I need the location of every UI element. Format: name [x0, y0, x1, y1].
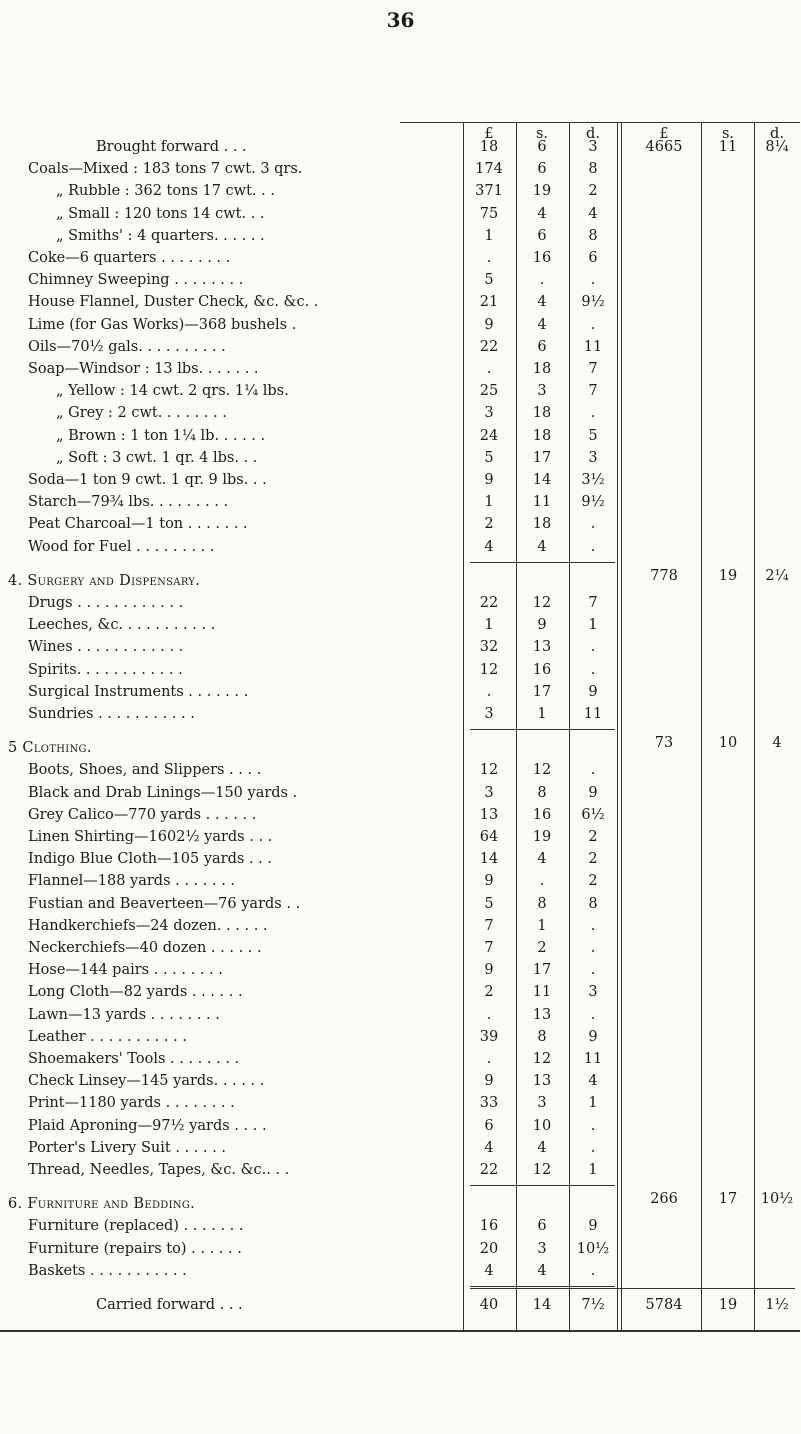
- pence-cell: 3: [588, 449, 598, 466]
- pounds-cell: 2: [484, 984, 494, 1001]
- row-description: Hose—144 pairs . . . . . . . .: [28, 962, 223, 979]
- shillings-cell: 17: [532, 683, 552, 700]
- shillings-cell: 4: [537, 294, 547, 311]
- pence-cell: 7½: [581, 1297, 605, 1313]
- subtotal-pence-cell: 2¼: [765, 567, 789, 584]
- pounds-cell: 3: [484, 405, 494, 422]
- pence-cell: 5: [588, 427, 598, 444]
- pence-cell: .: [590, 272, 596, 289]
- pence-cell: .: [590, 1139, 596, 1156]
- ledger-row: [0, 536, 801, 558]
- row-description: Oils—70½ gals. . . . . . . . . .: [28, 338, 226, 355]
- pence-cell: .: [590, 405, 596, 422]
- pounds-cell: 33: [479, 1095, 499, 1112]
- pounds-cell: 5: [484, 449, 494, 466]
- row-description: Coke—6 quarters . . . . . . . .: [28, 250, 231, 266]
- pence-cell: 10½: [576, 1240, 610, 1257]
- pence-cell: .: [590, 1117, 596, 1134]
- pence-cell: .: [590, 940, 596, 956]
- row-description: „ Smiths' : 4 quarters. . . . . .: [56, 227, 265, 244]
- ledger-row: [0, 291, 801, 313]
- row-description: Leeches, &c. . . . . . . . . . .: [28, 617, 216, 634]
- shillings-cell: 6: [537, 161, 547, 178]
- pounds-cell: .: [486, 250, 492, 266]
- pence-cell: .: [590, 1262, 596, 1279]
- row-description: Lime (for Gas Works)—368 bushels .: [28, 316, 297, 333]
- ledger-row: [0, 203, 801, 225]
- pounds-cell: 22: [479, 1162, 499, 1178]
- pounds-cell: 9: [484, 472, 494, 488]
- shillings-cell: 16: [532, 806, 552, 823]
- shillings-cell: 12: [532, 1162, 552, 1178]
- pence-cell: .: [590, 516, 596, 533]
- shillings-cell: 8: [537, 1028, 547, 1045]
- pence-cell: 7: [588, 361, 598, 377]
- row-description: Grey Calico—770 yards . . . . . .: [28, 806, 257, 823]
- pounds-cell: 4: [484, 1262, 494, 1279]
- shillings-cell: 6: [537, 1218, 547, 1235]
- shillings-cell: 4: [537, 538, 547, 555]
- row-description: Chimney Sweeping . . . . . . . .: [28, 272, 244, 289]
- row-description: Flannel—188 yards . . . . . . .: [28, 873, 236, 890]
- pounds-cell: 12: [479, 661, 499, 678]
- ledger-row: [0, 1294, 801, 1316]
- ledger-row: [0, 1048, 801, 1070]
- pounds-header-total: £: [659, 126, 669, 142]
- ledger-row: [0, 513, 801, 535]
- pounds-cell: 1: [484, 227, 494, 244]
- shillings-cell: 18: [532, 361, 552, 377]
- subtotal-shillings-cell: 17: [718, 1191, 738, 1208]
- shillings-cell: 13: [532, 1073, 552, 1090]
- ledger-row: [0, 636, 801, 658]
- shillings-cell: 6: [537, 338, 547, 355]
- pence-cell: 2: [588, 183, 598, 200]
- ledger-table: [0, 116, 801, 1316]
- pounds-cell: 24: [479, 427, 499, 444]
- subtotal-pounds-cell: 266: [650, 1191, 678, 1208]
- row-description: Carried forward . . .: [96, 1297, 243, 1313]
- row-description: Neckerchiefs—40 dozen . . . . . .: [28, 940, 262, 956]
- ledger-row: [0, 1215, 801, 1237]
- pounds-cell: .: [486, 361, 492, 377]
- shillings-cell: 8: [537, 895, 547, 912]
- ledger-row: [0, 158, 801, 180]
- pounds-cell: 174: [475, 161, 503, 178]
- row-description: Wines . . . . . . . . . . . .: [28, 639, 184, 656]
- row-description: Spirits. . . . . . . . . . . .: [28, 661, 183, 678]
- pence-cell: 3: [588, 139, 598, 155]
- pounds-cell: .: [486, 1051, 492, 1067]
- pence-cell: 4: [588, 205, 598, 222]
- shillings-cell: 18: [532, 405, 552, 422]
- pence-cell: 1: [588, 617, 598, 634]
- subtotal-pounds-cell: 778: [650, 567, 678, 584]
- ledger-row: [0, 1092, 801, 1114]
- pence-cell: 9: [588, 683, 598, 700]
- pence-cell: 9½: [581, 294, 605, 311]
- pence-cell: .: [590, 762, 596, 779]
- ledger-row: [0, 1238, 801, 1260]
- row-description: Porter's Livery Suit . . . . . .: [28, 1139, 227, 1156]
- pounds-cell: 40: [479, 1297, 499, 1313]
- pounds-cell: 64: [479, 829, 499, 845]
- ledger-row: [0, 826, 801, 848]
- ledger-row: [0, 136, 801, 158]
- ledger-row: [0, 380, 801, 402]
- pounds-cell: 7: [484, 917, 494, 934]
- shillings-cell: 12: [532, 1051, 552, 1067]
- row-description: „ Grey : 2 cwt. . . . . . . .: [56, 405, 227, 422]
- pounds-cell: 9: [484, 316, 494, 333]
- shillings-cell: 14: [532, 1297, 552, 1313]
- pounds-cell: 75: [479, 205, 499, 222]
- pence-cell: 2: [588, 851, 598, 868]
- row-description: Fustian and Beaverteen—76 yards . .: [28, 895, 301, 912]
- pence-cell: 6½: [581, 806, 605, 823]
- shillings-cell: .: [539, 873, 545, 890]
- subtotal-pence-cell: 10½: [760, 1191, 794, 1208]
- ledger-row: [0, 447, 801, 469]
- page-number: 36: [386, 8, 415, 32]
- ledger-row: [0, 269, 801, 291]
- ledger-row: [0, 915, 801, 937]
- pence-cell: .: [590, 316, 596, 333]
- ledger-row: [0, 1159, 801, 1181]
- row-description: Leather . . . . . . . . . . .: [28, 1028, 187, 1045]
- shillings-cell: 11: [532, 984, 552, 1001]
- pence-cell: 3: [588, 984, 598, 1001]
- shillings-cell: 1: [537, 917, 547, 934]
- pence-cell: 8: [588, 227, 598, 244]
- ledger-row: [0, 937, 801, 959]
- pence-cell: 2: [588, 829, 598, 845]
- ledger-row: [0, 703, 801, 725]
- shillings-cell: 3: [537, 1095, 547, 1112]
- pence-cell: .: [590, 661, 596, 678]
- total-pence-cell: 1½: [765, 1297, 789, 1313]
- shillings-cell: 14: [532, 472, 552, 488]
- ledger-row: [0, 592, 801, 614]
- section-heading-label: 6. Furniture and Bedding.: [8, 1196, 196, 1213]
- ledger-row: [0, 1137, 801, 1159]
- row-description: House Flannel, Duster Check, &c. &c. .: [28, 294, 319, 311]
- pence-cell: 6: [588, 250, 598, 266]
- row-description: Print—1180 yards . . . . . . . .: [28, 1095, 235, 1112]
- subtotal-shillings-cell: 19: [718, 567, 738, 584]
- total-pence-cell: 8¼: [765, 139, 789, 155]
- row-description: Surgical Instruments . . . . . . .: [28, 683, 249, 700]
- ledger-row: [0, 804, 801, 826]
- pounds-cell: .: [486, 1006, 492, 1023]
- subtotal-rule: [470, 729, 615, 730]
- ledger-row: [0, 358, 801, 380]
- shillings-cell: 10: [532, 1117, 552, 1134]
- shillings-cell: 17: [532, 962, 552, 979]
- shillings-cell: 18: [532, 516, 552, 533]
- section-heading: [0, 1193, 801, 1215]
- pounds-cell: 3: [484, 706, 494, 722]
- shillings-cell: 4: [537, 851, 547, 868]
- ledger-row: [0, 425, 801, 447]
- shillings-cell: 12: [532, 595, 552, 611]
- pounds-cell: 32: [479, 639, 499, 656]
- shillings-cell: 3: [537, 1240, 547, 1257]
- pence-cell: 11: [583, 338, 603, 355]
- row-description: Baskets . . . . . . . . . . .: [28, 1262, 187, 1279]
- pence-cell: .: [590, 917, 596, 934]
- pence-cell: 9: [588, 1218, 598, 1235]
- row-description: Lawn—13 yards . . . . . . . .: [28, 1006, 220, 1023]
- ledger-row: [0, 314, 801, 336]
- pounds-cell: 5: [484, 895, 494, 912]
- pounds-cell: 3: [484, 784, 494, 801]
- pounds-cell: 1: [484, 494, 494, 511]
- pounds-cell: 21: [479, 294, 499, 311]
- pence-cell: 7: [588, 383, 598, 400]
- pounds-cell: 371: [475, 183, 503, 200]
- carried-forward-rule: [470, 1288, 795, 1289]
- ledger-row: [0, 1070, 801, 1092]
- pence-cell: 2: [588, 873, 598, 890]
- subtotal-rule: [470, 1286, 615, 1287]
- subtotal-pounds-cell: 73: [654, 735, 674, 752]
- row-description: „ Brown : 1 ton 1¼ lb. . . . . .: [56, 427, 266, 444]
- section-heading-label: 4. Surgery and Dispensary.: [8, 572, 201, 589]
- ledger-row: [0, 1115, 801, 1137]
- ledger-row: [0, 402, 801, 424]
- subtotal-rule: [470, 562, 615, 563]
- row-description: Check Linsey—145 yards. . . . . .: [28, 1073, 265, 1090]
- shillings-cell: 17: [532, 449, 552, 466]
- bottom-rule: [0, 1330, 800, 1332]
- shillings-cell: 9: [537, 617, 547, 634]
- row-description: Thread, Needles, Tapes, &c. &c.. . .: [28, 1162, 290, 1178]
- row-description: Peat Charcoal—1 ton . . . . . . .: [28, 516, 248, 533]
- pounds-cell: 22: [479, 595, 499, 611]
- row-description: Furniture (replaced) . . . . . . .: [28, 1218, 244, 1235]
- shillings-cell: 13: [532, 639, 552, 656]
- ledger-row: [0, 681, 801, 703]
- row-description: Boots, Shoes, and Slippers . . . .: [28, 762, 262, 779]
- pounds-cell: 16: [479, 1218, 499, 1235]
- total-shillings-cell: 11: [718, 139, 738, 155]
- ledger-row: [0, 247, 801, 269]
- row-description: Coals—Mixed : 183 tons 7 cwt. 3 qrs.: [28, 161, 303, 178]
- pounds-cell: 14: [479, 851, 499, 868]
- pence-cell: 9: [588, 1028, 598, 1045]
- ledger-row: [0, 491, 801, 513]
- ledger-row: [0, 614, 801, 636]
- shillings-cell: 16: [532, 661, 552, 678]
- pence-cell: 8: [588, 161, 598, 178]
- shillings-cell: 19: [532, 829, 552, 845]
- shillings-cell: 8: [537, 784, 547, 801]
- pence-header-total: d.: [770, 126, 784, 142]
- shillings-cell: 12: [532, 762, 552, 779]
- row-description: Starch—79¾ lbs. . . . . . . . .: [28, 494, 229, 511]
- pounds-cell: 9: [484, 962, 494, 979]
- pounds-cell: 2: [484, 516, 494, 533]
- shillings-cell: 6: [537, 227, 547, 244]
- ledger-row: [0, 1260, 801, 1282]
- subtotal-pence-cell: 4: [772, 735, 782, 752]
- shillings-cell: 4: [537, 1139, 547, 1156]
- row-description: „ Rubble : 362 tons 17 cwt. . .: [56, 183, 275, 200]
- row-description: Black and Drab Linings—150 yards .: [28, 784, 298, 801]
- shillings-cell: 13: [532, 1006, 552, 1023]
- section-heading: [0, 570, 801, 592]
- row-description: Indigo Blue Cloth—105 yards . . .: [28, 851, 272, 868]
- pence-cell: 11: [583, 706, 603, 722]
- pence-cell: 9: [588, 784, 598, 801]
- row-description: Furniture (repairs to) . . . . . .: [28, 1240, 242, 1257]
- ledger-row: [0, 759, 801, 781]
- pence-cell: 9½: [581, 494, 605, 511]
- ledger-row: [0, 848, 801, 870]
- shillings-cell: 11: [532, 494, 552, 511]
- shillings-header-total: s.: [721, 126, 735, 142]
- shillings-cell: 18: [532, 427, 552, 444]
- pounds-cell: 25: [479, 383, 499, 400]
- pounds-cell: 39: [479, 1028, 499, 1045]
- ledger-row: [0, 981, 801, 1003]
- row-description: Soap—Windsor : 13 lbs. . . . . . .: [28, 361, 259, 377]
- ledger-row: [0, 180, 801, 202]
- pence-cell: 3½: [581, 472, 605, 488]
- pounds-cell: .: [486, 683, 492, 700]
- pounds-header-detail: £: [484, 126, 494, 142]
- ledger-row: [0, 959, 801, 981]
- pounds-cell: 18: [479, 139, 499, 155]
- pence-cell: .: [590, 639, 596, 656]
- ledger-row: [0, 336, 801, 358]
- pounds-cell: 1: [484, 617, 494, 634]
- shillings-cell: 19: [532, 183, 552, 200]
- pounds-cell: 6: [484, 1117, 494, 1134]
- subtotal-shillings-cell: 10: [718, 735, 738, 752]
- row-description: Long Cloth—82 yards . . . . . .: [28, 984, 243, 1001]
- shillings-cell: .: [539, 272, 545, 289]
- pence-cell: .: [590, 962, 596, 979]
- row-description: Plaid Aproning—97½ yards . . . .: [28, 1117, 267, 1134]
- row-description: Handkerchiefs—24 dozen. . . . . .: [28, 917, 268, 934]
- total-pounds-cell: 4665: [645, 139, 683, 155]
- ledger-row: [0, 870, 801, 892]
- pounds-cell: 12: [479, 762, 499, 779]
- subtotal-rule: [470, 1185, 615, 1186]
- shillings-cell: 4: [537, 1262, 547, 1279]
- section-heading-label: 5 Clothing.: [8, 740, 92, 757]
- section-heading: [0, 737, 801, 759]
- pence-cell: 7: [588, 595, 598, 611]
- pounds-cell: 22: [479, 338, 499, 355]
- ledger-row: [0, 1026, 801, 1048]
- shillings-cell: 2: [537, 940, 547, 956]
- pounds-cell: 9: [484, 873, 494, 890]
- ledger-row: [0, 225, 801, 247]
- row-description: „ Small : 120 tons 14 cwt. . .: [56, 205, 265, 222]
- pence-cell: .: [590, 538, 596, 555]
- pence-cell: 1: [588, 1162, 598, 1178]
- total-pounds-cell: 5784: [645, 1297, 683, 1313]
- row-description: Sundries . . . . . . . . . . .: [28, 706, 195, 722]
- pounds-cell: 7: [484, 940, 494, 956]
- pence-cell: 4: [588, 1073, 598, 1090]
- shillings-header-detail: s.: [535, 126, 549, 142]
- pounds-cell: 4: [484, 538, 494, 555]
- ledger-row: [0, 893, 801, 915]
- pounds-cell: 20: [479, 1240, 499, 1257]
- shillings-cell: 4: [537, 316, 547, 333]
- pounds-cell: 4: [484, 1139, 494, 1156]
- row-description: Drugs . . . . . . . . . . . .: [28, 595, 184, 611]
- total-shillings-cell: 19: [718, 1297, 738, 1313]
- pounds-cell: 5: [484, 272, 494, 289]
- ledger-row: [0, 1004, 801, 1026]
- row-description: „ Yellow : 14 cwt. 2 qrs. 1¼ lbs.: [56, 383, 289, 400]
- pence-cell: 11: [583, 1051, 603, 1067]
- shillings-cell: 3: [537, 383, 547, 400]
- row-description: Linen Shirting—1602½ yards . . .: [28, 829, 273, 845]
- row-description: Wood for Fuel . . . . . . . . .: [28, 538, 215, 555]
- row-description: Soda—1 ton 9 cwt. 1 qr. 9 lbs. . .: [28, 472, 267, 488]
- row-description: Shoemakers' Tools . . . . . . . .: [28, 1051, 240, 1067]
- pounds-cell: 13: [479, 806, 499, 823]
- pence-header-detail: d.: [586, 126, 600, 142]
- row-description: „ Soft : 3 cwt. 1 qr. 4 lbs. . .: [56, 449, 258, 466]
- pence-cell: 8: [588, 895, 598, 912]
- shillings-cell: 6: [537, 139, 547, 155]
- pence-cell: .: [590, 1006, 596, 1023]
- shillings-cell: 16: [532, 250, 552, 266]
- row-description: Brought forward . . .: [96, 139, 247, 155]
- shillings-cell: 1: [537, 706, 547, 722]
- pence-cell: 1: [588, 1095, 598, 1112]
- shillings-cell: 4: [537, 205, 547, 222]
- ledger-row: [0, 782, 801, 804]
- ledger-row: [0, 469, 801, 491]
- ledger-row: [0, 659, 801, 681]
- pounds-cell: 9: [484, 1073, 494, 1090]
